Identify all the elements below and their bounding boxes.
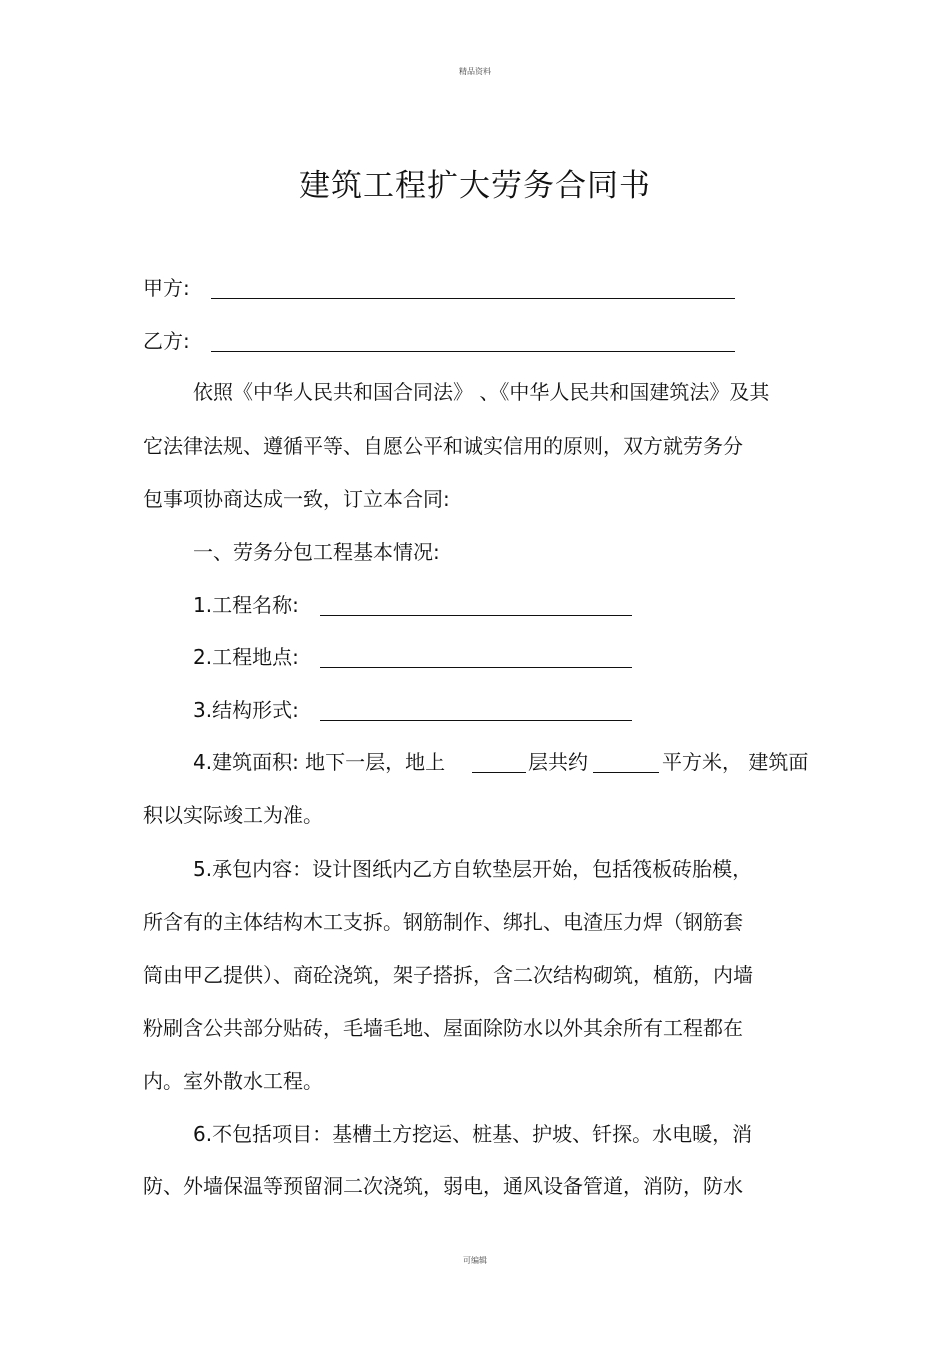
item-5-line-5: 内。室外散水工程。 [143, 1069, 323, 1093]
party-b-blank [211, 351, 735, 352]
item-1-label: 1.工程名称: [193, 593, 299, 617]
party-b-label: 乙方: [143, 329, 190, 353]
item-5-line-3: 筒由甲乙提供）、商砼浇筑，架子搭拆，含二次结构砌筑，植筋，内墙 [143, 963, 753, 987]
party-a-blank [211, 298, 735, 299]
intro-line-3: 包事项协商达成一致，订立本合同: [143, 487, 450, 511]
item-2-label: 2.工程地点: [193, 645, 299, 669]
item-6-line-2: 防、外墙保温等预留洞二次浇筑，弱电，通风设备管道，消防，防水 [143, 1174, 743, 1198]
item-4-part-3: 平方米， 建筑面 [662, 750, 809, 774]
intro-line-2: 它法律法规、遵循平等、自愿公平和诚实信用的原则，双方就劳务分 [143, 434, 743, 458]
page-header: 精品资料 [459, 67, 491, 76]
document-title: 建筑工程扩大劳务合同书 [299, 168, 651, 204]
item-4-part-2: 层共约 [528, 750, 588, 774]
item-5-line-1: 5.承包内容：设计图纸内乙方自软垫层开始，包括筏板砖胎模， [193, 857, 753, 881]
item-4-line-2: 积以实际竣工为准。 [143, 803, 323, 827]
item-3-label: 3.结构形式: [193, 698, 299, 722]
item-4-area-blank [593, 772, 659, 773]
item-3-blank [320, 720, 632, 721]
item-5-line-4: 粉刷含公共部分贴砖，毛墙毛地、屋面除防水以外其余所有工程都在 [143, 1016, 743, 1040]
item-4-floors-blank [472, 772, 526, 773]
party-a-label: 甲方: [143, 276, 190, 300]
page-footer: 可编辑 [463, 1256, 487, 1265]
item-5-line-2: 所含有的主体结构木工支拆。钢筋制作、绑扎、电渣压力焊（钢筋套 [143, 910, 743, 934]
item-6-line-1: 6.不包括项目：基槽土方挖运、桩基、护坡、钎探。水电暖，消 [193, 1122, 753, 1146]
item-1-blank [320, 615, 632, 616]
item-4-part-1: 4.建筑面积: 地下一层，地上 [193, 750, 446, 774]
section-1-title: 一、劳务分包工程基本情况: [193, 540, 440, 564]
item-2-blank [320, 667, 632, 668]
intro-line-1: 依照《中华人民共和国合同法》 、《中华人民共和国建筑法》及其 [193, 380, 770, 404]
